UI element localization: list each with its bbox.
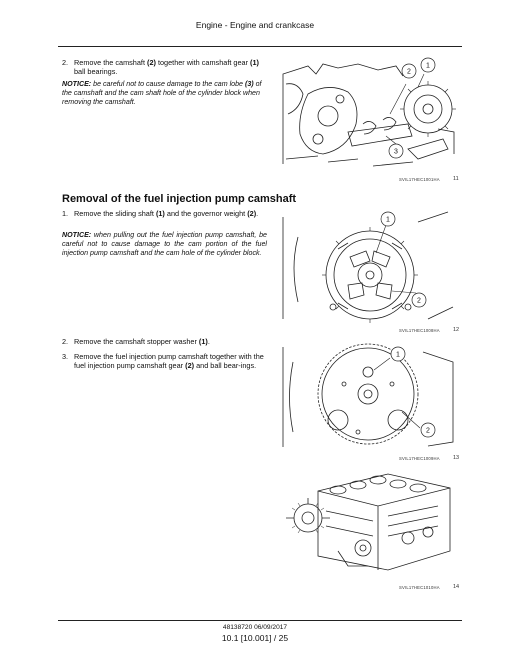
notice-text: when pulling out the fuel injection pump camshaft, be careful not to cause damage to the cam portion of the fuel injection pump camshaft and the cam hole of the cylinder block. bbox=[62, 231, 267, 257]
header-rule bbox=[58, 46, 462, 47]
notice-ref: (3) bbox=[244, 80, 254, 88]
step-ref: (2) bbox=[147, 58, 156, 67]
step-text bbox=[62, 337, 267, 346]
callout-label: 3 bbox=[394, 148, 398, 156]
figure-number: 11 bbox=[453, 176, 459, 182]
callout-label: 2 bbox=[417, 297, 421, 305]
step-text-part: . bbox=[256, 209, 259, 218]
step-text-part: together with camshaft gear bbox=[155, 58, 251, 67]
step-remove-sliding-shaft bbox=[62, 209, 267, 218]
footer-page-number: 10.1 [10.001] / 25 bbox=[221, 633, 289, 643]
engine-block-illustration bbox=[278, 466, 458, 576]
step-text-part: Remove the camshaft bbox=[74, 58, 148, 67]
camshaft-illustration bbox=[278, 54, 458, 174]
pump-gear-illustration bbox=[278, 342, 458, 452]
figure-number: 13 bbox=[453, 455, 460, 461]
step-text-part: . bbox=[207, 337, 210, 346]
step-ref: (1) bbox=[155, 209, 165, 218]
governor-illustration bbox=[278, 207, 458, 325]
notice-text: be careful not to cause damage to the cam lobe bbox=[91, 80, 245, 88]
figure-caption: SVIL17HEC1009HA bbox=[399, 456, 440, 461]
step-text-part: and the governor weight bbox=[164, 209, 248, 218]
callout-label: 1 bbox=[386, 216, 390, 224]
notice-text: of the camshaft and the cam shaft hole of the cylinder block when removing the camshaft. bbox=[62, 80, 262, 106]
step-ref: (2) bbox=[185, 361, 195, 371]
step-ref: (1) bbox=[250, 58, 259, 67]
notice-injection-pump-camshaft bbox=[62, 231, 267, 258]
step-ref: (2) bbox=[247, 209, 257, 218]
callout-label: 2 bbox=[407, 68, 411, 76]
step-number: 2. bbox=[62, 58, 69, 67]
section-heading: Removal of the fuel injection pump camshaft bbox=[62, 193, 297, 205]
callout-label: 1 bbox=[426, 62, 430, 70]
step-text-part: Remove the camshaft stopper washer bbox=[74, 337, 199, 346]
notice-label: NOTICE: bbox=[62, 80, 92, 88]
figure-camshaft-removal bbox=[278, 54, 458, 174]
step-remove-camshaft bbox=[62, 58, 267, 77]
step-text bbox=[62, 58, 267, 77]
step-number: 2. bbox=[62, 337, 69, 346]
notice-camshaft bbox=[62, 80, 267, 107]
callout-label: 2 bbox=[426, 427, 430, 435]
step-number: 1. bbox=[62, 209, 69, 218]
figure-pump-camshaft-gear bbox=[278, 342, 458, 452]
figure-caption: SVIL17HEC1010HA bbox=[399, 585, 440, 590]
figure-engine-block bbox=[278, 466, 458, 576]
figure-governor-weight bbox=[278, 207, 458, 325]
step-text-part: and ball bear-ings. bbox=[194, 361, 257, 371]
step-remove-stopper-washer bbox=[62, 337, 267, 346]
figure-caption: SVIL17HEC1001HA bbox=[399, 177, 440, 182]
step-text-part: Remove the sliding shaft bbox=[74, 209, 156, 218]
callout-label: 1 bbox=[396, 351, 400, 359]
figure-number: 12 bbox=[453, 327, 460, 333]
footer-rule bbox=[58, 620, 462, 621]
footer-document-reference: 48138720 06/09/2017 bbox=[222, 624, 288, 631]
notice-label: NOTICE: bbox=[62, 231, 92, 239]
step-text-part: ball bearings. bbox=[74, 67, 118, 77]
step-text bbox=[62, 209, 267, 218]
figure-caption: SVIL17HEC1008HA bbox=[399, 328, 440, 333]
step-remove-pump-camshaft bbox=[62, 352, 267, 371]
step-text-part: Remove the fuel injection pump camshaft together with the fuel injection pump camshaft gear bbox=[74, 352, 264, 371]
figure-number: 14 bbox=[453, 584, 460, 590]
step-text bbox=[62, 352, 267, 371]
step-ref: (1) bbox=[198, 337, 208, 346]
page-header-title: Engine - Engine and crankcase bbox=[195, 20, 315, 30]
step-number: 3. bbox=[62, 352, 69, 361]
